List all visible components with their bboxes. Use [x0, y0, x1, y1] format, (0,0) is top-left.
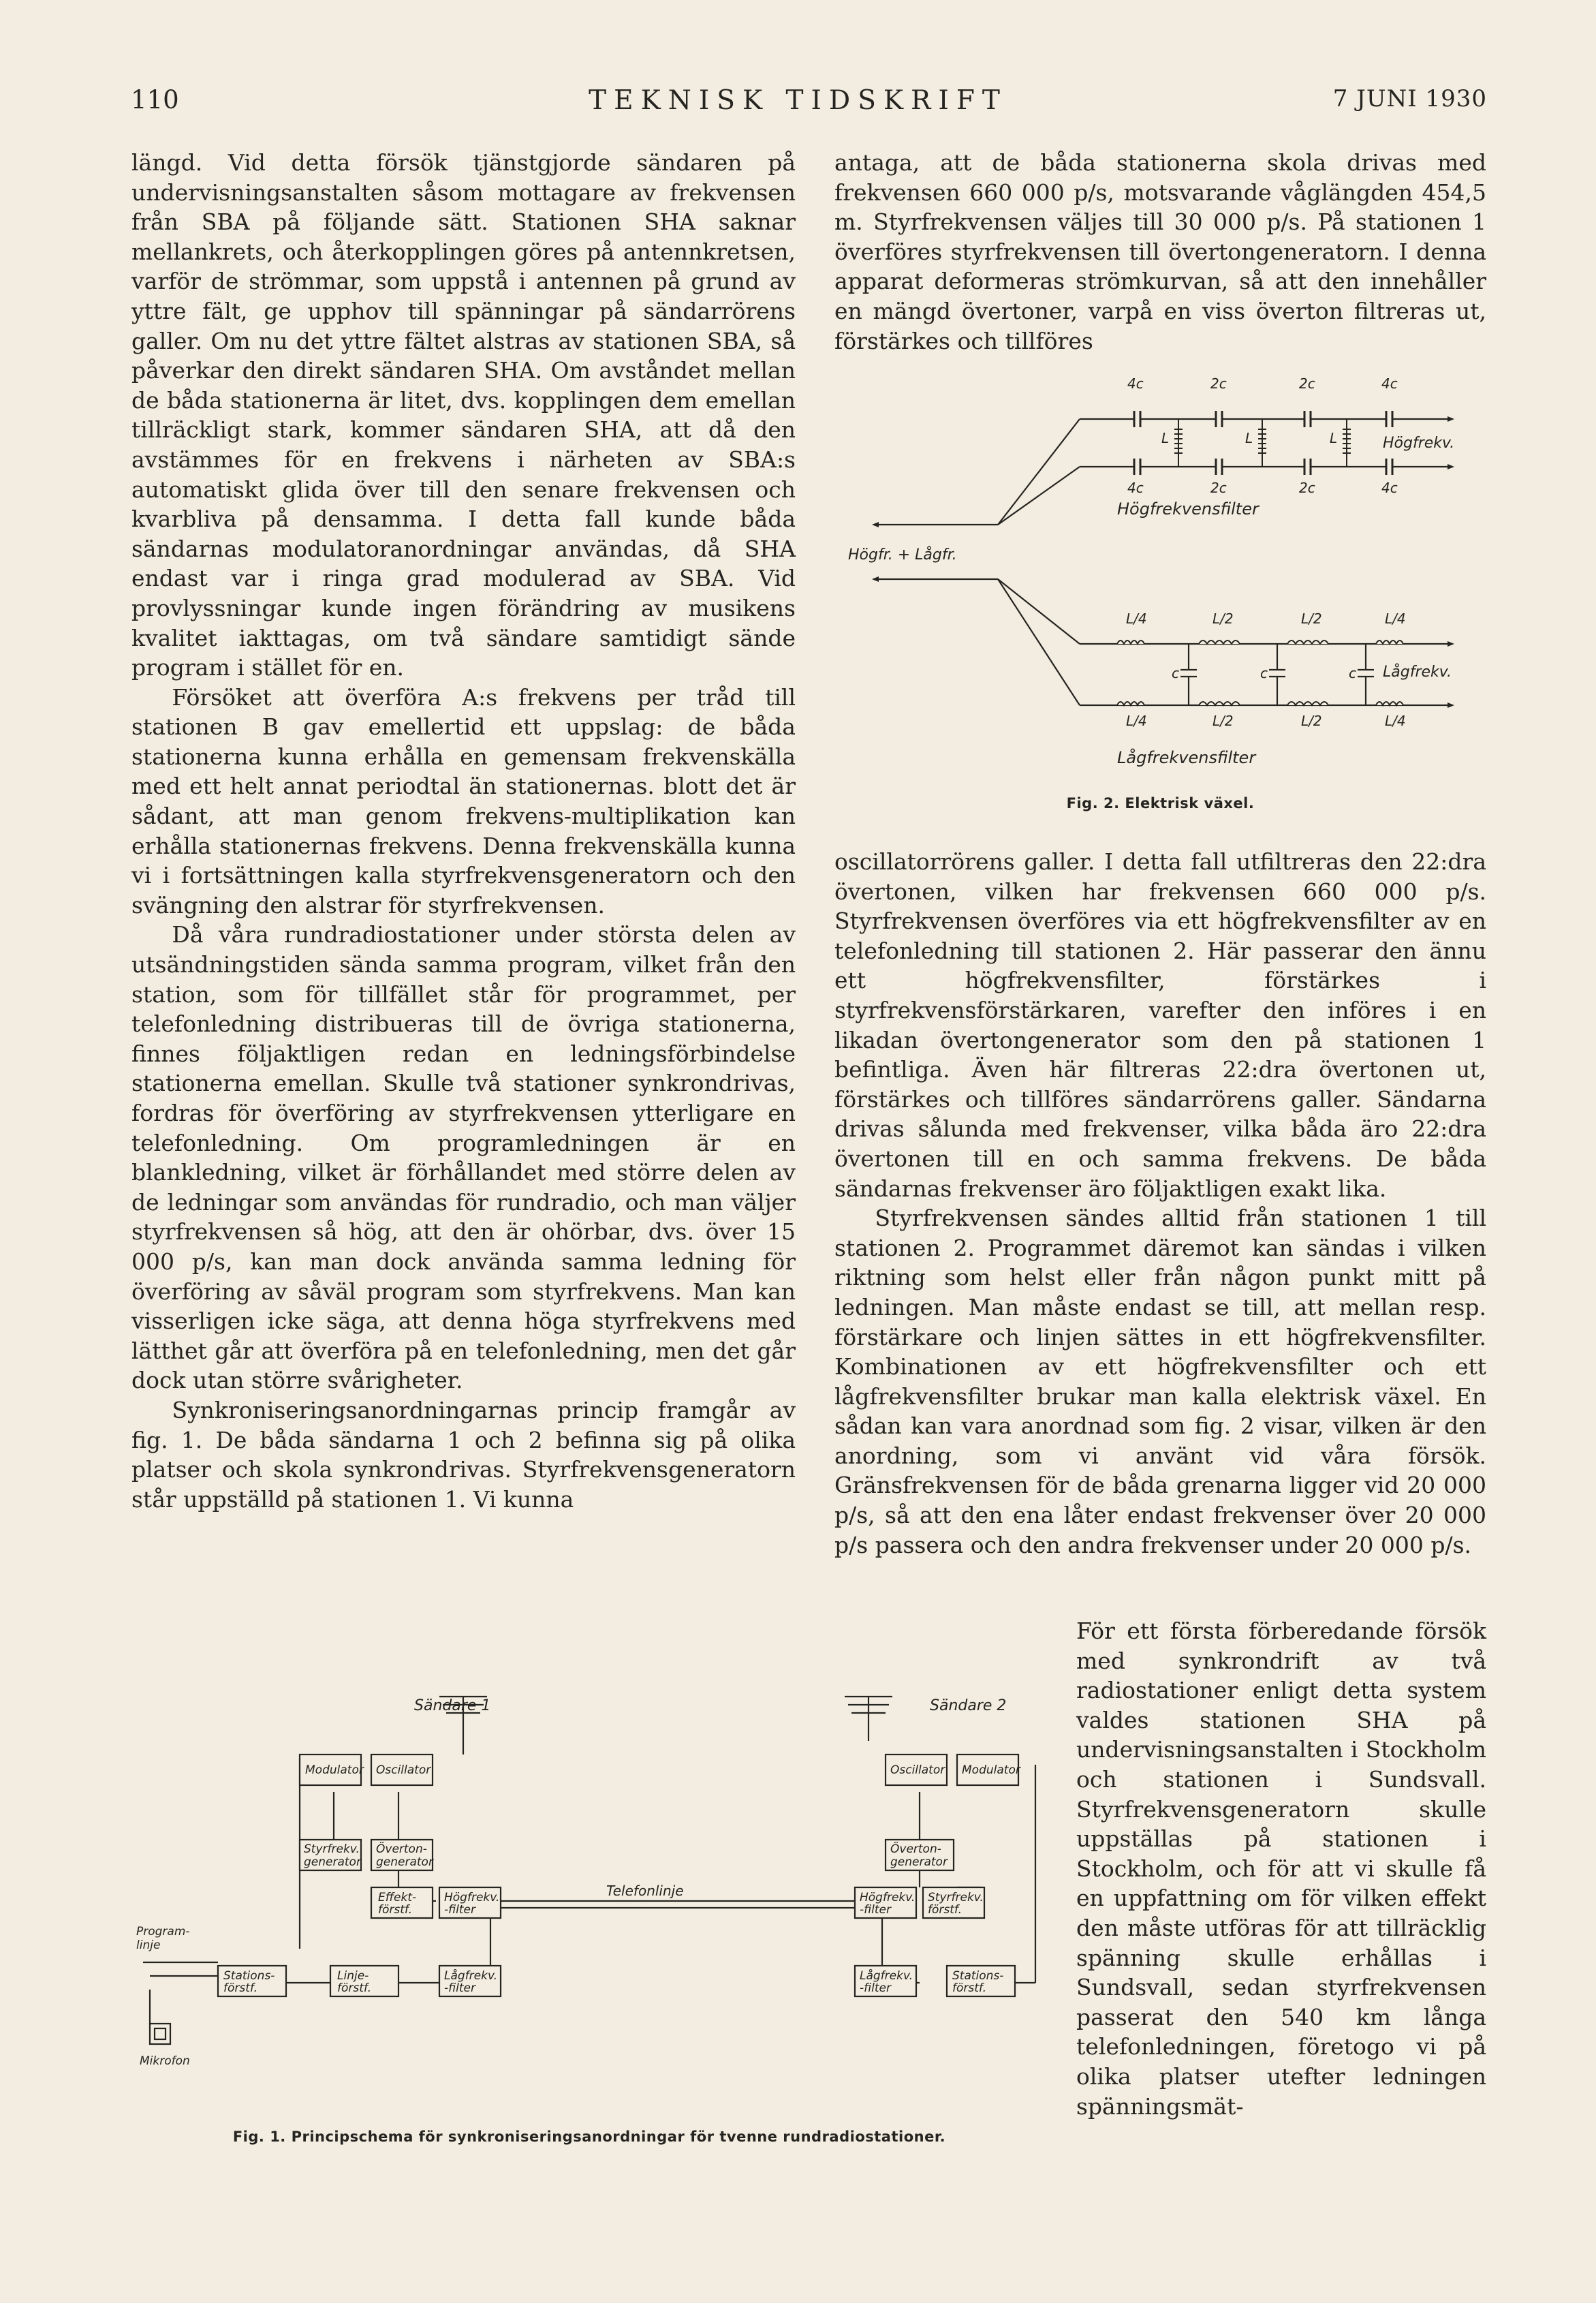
- styrfrekv-forst-label: Styrfrekv.: [928, 1891, 984, 1904]
- paragraph: Synkroniseringsanordningarnas princip framgår av fig. 1. De båda sändarna 1 och 2 befinna sig på olika platser och skola synkrondrivas. Styrfrekvensgeneratorn står uppställd på stationen 1. Vi kunna: [131, 1396, 796, 1513]
- sender2-label: Sändare 2: [930, 1697, 1007, 1714]
- overton-gen2-label: Överton-: [890, 1842, 941, 1856]
- lf-coil-label: L/2: [1212, 713, 1234, 729]
- lf-coil-label: L/4: [1385, 610, 1406, 627]
- hf-cap-label: 2c: [1210, 375, 1227, 392]
- overton-gen1-label: Överton-: [376, 1842, 427, 1856]
- right-column-mid: [834, 847, 1486, 1560]
- input-label: Högfr. + Lågfr.: [848, 546, 957, 563]
- sender1-label: Sändare 1: [414, 1697, 491, 1714]
- hf-filter-label: Högfrekvensfilter: [1117, 499, 1259, 519]
- stations-forst2-label: Stations-: [952, 1969, 1004, 1983]
- hf-filter2-label: Högfrekv.: [860, 1891, 916, 1904]
- lf-coil-label: L/4: [1126, 610, 1147, 627]
- hf-cap-label: 4c: [1127, 375, 1144, 392]
- stations-forst2-label: förstf.: [952, 1981, 986, 1995]
- right-column-bottom: [1076, 1616, 1486, 2121]
- lf-cap-label: c: [1172, 665, 1179, 681]
- lf-output-label: Lågfrekv.: [1383, 664, 1452, 681]
- hf-cap-label: 2c: [1210, 480, 1227, 496]
- hf-coil-label: L: [1161, 430, 1170, 446]
- program-linje-label: linje: [136, 1938, 161, 1952]
- left-column: [131, 148, 796, 1514]
- effekt-forst-label: Effekt-: [378, 1891, 417, 1904]
- linje-forst-label: förstf.: [337, 1981, 371, 1995]
- right-column-top: [834, 148, 1486, 356]
- lf-filter-label: Lågfrekvensfilter: [1117, 748, 1256, 767]
- paragraph: För ett första förberedande försök med synkrondrift av två radiostationer enligt detta system valdes stationen SHA på undervisningsanstalten i Stockholm och stationen i Sundsvall. Styrfrekvensgeneratorn skulle uppställas på stationen i Stockholm, och för att vi skulle få en uppfattning om för vilken effekt den måste utföras för att tillräcklig spänning skulle erhållas i Sundsvall, sedan styrfrekvensen passerat den 540 km långa telefonledningen, företogo vi på olika platser utefter ledningen spänningsmät-: [1076, 1618, 1486, 2120]
- paragraph: Styrfrekvensen sändes alltid från stationen 1 till stationen 2. Programmet däremot kan sändas i vilken riktning som helst eller från någon punkt mitt på ledningen. Man måste endast se till, att mellan resp. förstärkare och linjen sättes in ett högfrekvensfilter. Kombinationen av ett högfrekvensfilter och ett lågfrekvensfilter brukar man kalla elektrisk växel. En sådan kan vara anordnad som fig. 2 visar, vilken är den anordning, som vi använt vid våra försök. Gränsfrekvensen för de båda grenarna ligger vid 20 000 p/s, så att den ena låter endast frekvenser över 20 000 p/s passera och den andra frekvenser under 20 000 p/s.: [834, 1205, 1486, 1558]
- paragraph: längd. Vid detta försök tjänstgjorde sändaren på undervisningsanstalten såsom mottagare av frekvensen från SBA på följande sätt. Stationen SHA saknar mellankrets, och återkopplingen göres på antennkretsen, varför de strömmar, som uppstå i antennen på grund av yttre fält, ge upphov till spänningar på sändarrörens galler. Om nu det yttre fältet alstras av stationen SBA, så påverkar den direkt sändaren SHA. Om avståndet mellan de båda stationerna är litet, dvs. kopplingen dem emellan tillräckligt stark, kommer sändaren SHA, att då den avstämmes för en frekvens i närheten av SBA:s automatiskt glida över till den senare frekvensen och kvarbliva på densamma. I detta fall kunde båda sändarnas modulatoranordningar användas, då SHA endast var i ringa grad modulerad av SBA. Vid provlyssningar kunde ingen förändring av musikens kvalitet iakttagas, om två sändare samtidigt sände program i stället för en.: [131, 149, 796, 681]
- journal-title: TEKNISK TIDSKRIFT: [589, 85, 1007, 116]
- hf-cap-label: 4c: [1381, 375, 1398, 392]
- page-header: [0, 85, 1596, 133]
- overton-gen2-label: generator: [890, 1855, 948, 1869]
- lf-cap-label: c: [1260, 665, 1268, 681]
- hf-cap-label: 4c: [1381, 480, 1398, 496]
- modulator2-label: Modulator: [962, 1763, 1020, 1777]
- hf-coil-label: L: [1245, 430, 1253, 446]
- hf-cap-label: 2c: [1299, 480, 1315, 496]
- lf-filter2-label: Lågfrekv.: [860, 1969, 913, 1983]
- lf-coil-label: L/4: [1385, 713, 1406, 729]
- fig1-diagram: [129, 1656, 1056, 2119]
- page-number: 110: [131, 85, 179, 114]
- hf-shunt-coils: [1174, 419, 1351, 467]
- paragraph: Försöket att överföra A:s frekvens per tråd till stationen B gav emellertid ett uppslag: de båda stationerna kunna erhålla en gemensam frekvenskälla med ett helt annat periodtal än stationernas. blott det är sådant, att man genom frekvens-multiplikation kan erhålla stationernas frekvens. Denna frekvenskälla kunna vi i fortsättningen kalla styrfrekvensgeneratorn och den svängning den alstrar för styrfrekvensen.: [131, 683, 796, 918]
- lf-cap-label: c: [1349, 665, 1356, 681]
- lf-coil-label: L/2: [1212, 610, 1234, 627]
- styrfrekv-gen-label: Styrfrekv.: [304, 1842, 360, 1856]
- hf-output-label: Högfrekv.: [1383, 435, 1455, 452]
- fig2-diagram: [834, 371, 1486, 787]
- issue-date: 7 JUNI 1930: [1332, 85, 1487, 112]
- linje-forst-label: Linje-: [337, 1969, 369, 1983]
- styrfrekv-forst-label: förstf.: [928, 1903, 962, 1917]
- hf-coil-label: L: [1330, 430, 1338, 446]
- hf-cap-label: 2c: [1299, 375, 1315, 392]
- lf-coil-label: L/2: [1301, 610, 1322, 627]
- fig2-caption: Fig. 2. Elektrisk växel.: [1066, 795, 1255, 812]
- oscillator2-label: Oscillator: [890, 1763, 945, 1777]
- oscillator1-label: Oscillator: [376, 1763, 431, 1777]
- telefonlinje-label: Telefonlinje: [606, 1883, 684, 1899]
- lf-filter1-label: Lågfrekv.: [444, 1969, 498, 1983]
- program-linje-label: Program-: [136, 1925, 190, 1938]
- effekt-forst-label: förstf.: [378, 1903, 412, 1917]
- lf-shunt-capacitors: [1180, 644, 1374, 705]
- stations-forst1-label: förstf.: [223, 1981, 257, 1995]
- lf-filter2-label: -filter: [860, 1981, 891, 1995]
- overton-gen1-label: generator: [376, 1855, 433, 1869]
- hf-cap-label: 4c: [1127, 480, 1144, 496]
- paragraph: oscillatorrörens galler. I detta fall utfiltreras den 22:dra övertonen, vilken har frekvensen 660 000 p/s. Styrfrekvensen överföres via ett högfrekvensfilter av en telefonledning till stationen 2. Här passerar den ännu ett högfrekvensfilter, förstärkes i styrfrekvensförstärkaren, varefter den införes i en likadan övertongenerator som den på stationen 1 befintliga. Även här filtreras 22:dra övertonen ut, förstärkes och tillföres sändarrörens galler. Sändarna drivas sålunda med frekvenser, vilka båda äro 22:dra övertonen till en och samma frekvens. De båda sändarnas frekvenser äro följaktligen exakt lika.: [834, 848, 1486, 1202]
- hf-filter2-label: -filter: [860, 1903, 891, 1917]
- paragraph: Då våra rundradiostationer under största delen av utsändningstiden sända samma program, vilket från den station, som för tillfället står för programmet, per telefonledning distribueras till de övriga stationerna, finnes följaktligen redan en ledningsförbindelse stationerna emellan. Skulle två stationer synkrondrivas, fordras för överföring av styrfrekvensen ytterligare en telefonledning. Om programledningen är en blankledning, vilket är förhållandet med större delen av de ledningar som användas för rundradio, och man väljer styrfrekvensen så hög, att den är ohörbar, dvs. över 15 000 p/s, kan man dock använda samma ledning för överföring av såväl program som styrfrekvens. Man kan visserligen icke säga, att denna höga styrfrekvens med lätthet går att överföra på en telefonledning, men det går dock utan större svårigheter.: [131, 921, 796, 1394]
- fig1-caption: Fig. 1. Principschema för synkroniseringsanordningar för tvenne rundradiostationer.: [232, 2129, 946, 2145]
- stations-forst1-label: Stations-: [223, 1969, 275, 1983]
- styrfrekv-gen-label: generator: [304, 1855, 361, 1869]
- modulator1-label: Modulator: [305, 1763, 364, 1777]
- lf-coil-label: L/4: [1126, 713, 1147, 729]
- lf-coil-label: L/2: [1301, 713, 1322, 729]
- hf-filter1-label: Högfrekv.: [444, 1891, 500, 1904]
- lf-filter1-label: -filter: [444, 1981, 475, 1995]
- paragraph: antaga, att de båda stationerna skola drivas med frekvensen 660 000 p/s, motsvarande våglängden 454,5 m. Styrfrekvensen väljes till 30 000 p/s. På stationen 1 överföres styrfrekvensen till övertongeneratorn. I denna apparat deformeras strömkurvan, så att den innehåller en mängd övertoner, varpå en viss överton filtreras ut, förstärkes och tillföres: [834, 149, 1486, 354]
- hf-filter1-label: -filter: [444, 1903, 475, 1917]
- mikrofon-label: Mikrofon: [140, 2054, 190, 2068]
